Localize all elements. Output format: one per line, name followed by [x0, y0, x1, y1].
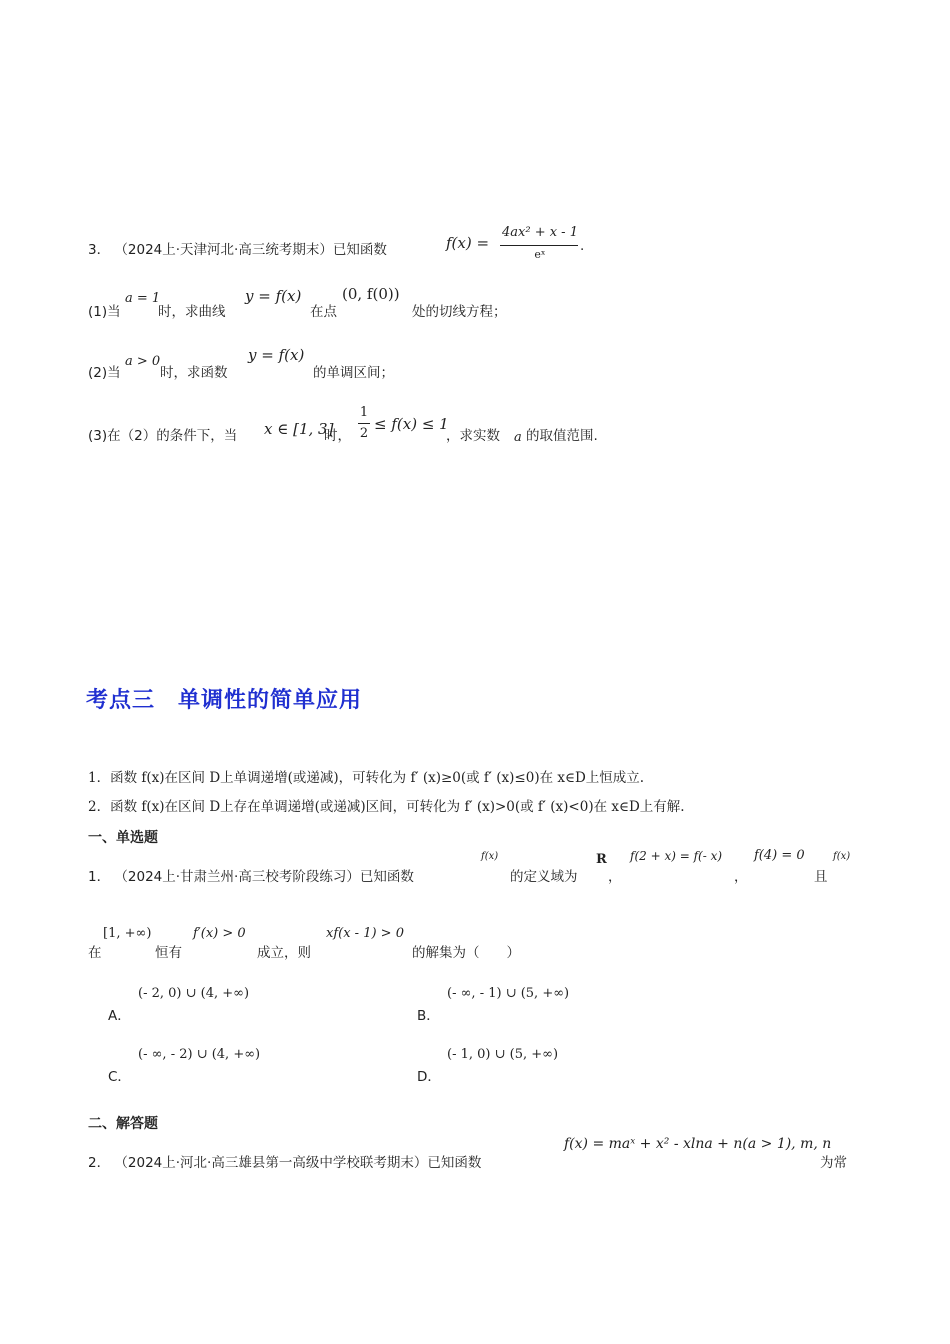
sc-equation-1: f(2 + x) = f(- x) — [630, 849, 723, 863]
sc-holds: 成立，则 — [257, 945, 311, 961]
option-b-value[interactable]: (- ∞, - 1) ∪ (5, +∞) — [447, 986, 570, 1001]
part-2-function: y = f(x) — [248, 346, 305, 364]
fraction-denominator: eˣ — [534, 248, 546, 261]
question-number: 1． — [88, 869, 111, 885]
option-a-label[interactable]: A． — [108, 1008, 131, 1024]
function-lhs: f(x) = — [446, 234, 490, 252]
option-d-value[interactable]: (- 1, 0) ∪ (5, +∞) — [447, 1047, 559, 1062]
question-number: 2． — [88, 1155, 111, 1171]
question-source: （2024上·天津河北·高三统考期末） — [114, 242, 333, 258]
part-3-inequality: ≤ f(x) ≤ 1 — [374, 415, 449, 433]
sc-comma-1: ， — [608, 869, 622, 885]
option-c-label[interactable]: C． — [108, 1069, 131, 1085]
sc-derivative: f′(x) > 0 — [193, 926, 246, 941]
sc-R: R — [596, 852, 607, 867]
option-c-value[interactable]: (- ∞, - 2) ∪ (4, +∞) — [138, 1047, 261, 1062]
answer-section-title: 二、解答题 — [88, 1116, 158, 1132]
aq-question-2-line — [88, 1151, 481, 1171]
sc-solution-set: 的解集为（ ） — [412, 945, 520, 961]
option-b-label[interactable]: B． — [417, 1008, 440, 1024]
part-3-text: 时， — [324, 428, 351, 444]
sc-inequality: xf(x - 1) > 0 — [326, 926, 404, 941]
part-3-end: 的取值范围. — [526, 428, 598, 444]
sc-f: f(x) — [481, 851, 499, 862]
half-numerator: 1 — [359, 405, 369, 420]
part-2-end: 的单调区间； — [313, 365, 394, 381]
half-denominator: 2 — [359, 426, 369, 441]
part-2-label: (2)当 — [88, 365, 121, 381]
part-2-text: 时，求函数 — [160, 365, 228, 381]
part-1-end: 处的切线方程； — [412, 304, 507, 320]
question-stem: 已知函数 — [359, 869, 414, 885]
question-source: （2024上·甘肃兰州·高三校考阶段练习） — [114, 869, 360, 885]
part-1-label: (1)当 — [88, 304, 121, 320]
part-1-point: (0, f(0)) — [342, 285, 400, 303]
part-3-label: (3)在（2）的条件下，当 — [88, 428, 238, 444]
aq-function: f(x) = maˣ + x² - xlna + n(a > 1), m, n — [564, 1136, 832, 1152]
half-bar — [358, 423, 370, 424]
part-3-var: a — [514, 430, 522, 445]
question-source: （2024上·河北·高三雄县第一高级中学校联考期末） — [114, 1155, 428, 1171]
option-d-label[interactable]: D． — [417, 1069, 441, 1085]
part-1-text: 时，求曲线 — [158, 304, 226, 320]
sc-question-1-line — [88, 865, 414, 885]
part-1-curve: y = f(x) — [245, 287, 302, 305]
question-stem: 已知函数 — [332, 242, 387, 258]
question-number: 3． — [88, 242, 111, 258]
part-2-condition: a > 0 — [125, 354, 161, 369]
note-2: 2．函数 f(x)在区间 D上存在单调递增(或递减)区间，可转化为 f′ (x)>0(或 f′ (x)<0)在 x∈D上有解. — [88, 799, 685, 815]
fraction-numerator: 4ax² + x - 1 — [502, 225, 578, 240]
question-stem: 已知函数 — [427, 1155, 482, 1171]
section-heading: 考点三 单调性的简单应用 — [86, 688, 363, 713]
sc-line2-in: 在 — [88, 945, 102, 961]
aq-tail: 为常 — [820, 1155, 847, 1171]
sc-and: 且 — [814, 869, 828, 885]
part-3-domain: x ∈ [1, 3] — [264, 420, 334, 438]
sc-interval: [1, +∞) — [103, 926, 152, 941]
part-1-at: 在点 — [310, 304, 337, 320]
question-3-line — [88, 238, 387, 258]
fraction-bar — [500, 245, 578, 246]
note-1: 1．函数 f(x)在区间 D上单调递增(或递减)，可转化为 f′ (x)≥0(或 f′ (x)≤0)在 x∈D上恒成立. — [88, 770, 645, 786]
sc-equation-2: f(4) = 0 — [754, 848, 805, 863]
sc-f-2: f(x) — [833, 851, 851, 862]
single-choice-title: 一、单选题 — [88, 830, 158, 846]
sc-comma-2: ， — [734, 869, 748, 885]
part-3-text-2: ，求实数 — [446, 428, 500, 444]
sentence-end: . — [580, 238, 585, 254]
sc-domain-text: 的定义域为 — [510, 869, 578, 885]
part-1-condition: a = 1 — [125, 291, 161, 306]
option-a-value[interactable]: (- 2, 0) ∪ (4, +∞) — [138, 986, 250, 1001]
sc-always: 恒有 — [155, 945, 182, 961]
